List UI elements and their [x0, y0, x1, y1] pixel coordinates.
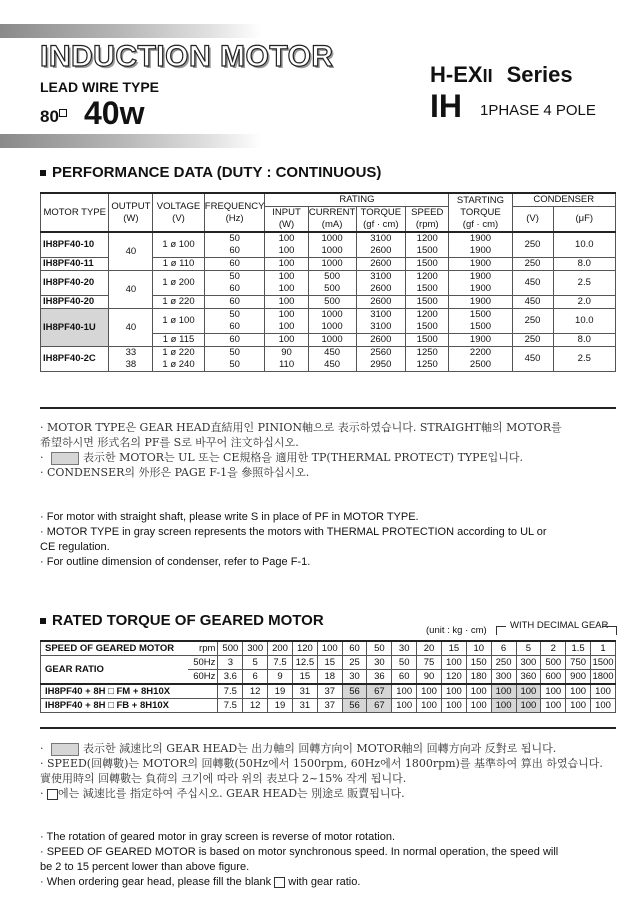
start-torque-cell: 1900 1900	[449, 271, 512, 296]
torque-cell: 2600	[356, 334, 406, 347]
page-title: INDUCTION MOTOR	[40, 40, 334, 73]
cond-uf-cell: 2.5	[553, 347, 615, 372]
torque-cell: 3100 2600	[356, 232, 406, 258]
torque-cell: 100	[417, 699, 442, 713]
torque-cell: 100	[392, 684, 417, 699]
input-cell: 100 100	[265, 232, 308, 258]
model-name: IH8PF40-10	[41, 232, 109, 258]
torque-cell: 100	[466, 684, 491, 699]
ratio-cell: 750	[566, 656, 591, 670]
geared-notes-kr	[40, 741, 603, 801]
performance-title-text: PERFORMANCE DATA (DUTY : CONTINUOUS)	[52, 164, 382, 181]
torque-cell: 100	[541, 684, 566, 699]
model-row-fm	[41, 684, 616, 699]
torque-cell: 3100 2600	[356, 271, 406, 296]
input-cell: 90 110	[265, 347, 308, 372]
torque-cell: 3100 3100	[356, 309, 406, 334]
freq-cell: 60	[204, 258, 265, 271]
col-input: INPUT (W)	[265, 207, 308, 233]
torque-cell: 37	[317, 684, 342, 699]
speed-cell: 200	[268, 641, 293, 656]
speed-cell: 15	[441, 641, 466, 656]
col-output: OUTPUT (W)	[109, 193, 153, 232]
ratio-row-50	[41, 656, 616, 670]
phase-pole: 1PHASE 4 POLE	[480, 102, 596, 119]
cond-v-cell: 250	[512, 334, 553, 347]
cond-v-cell: 450	[512, 271, 553, 296]
model-name: IH8PF40-11	[41, 258, 109, 271]
geared-notes-en	[40, 830, 620, 890]
voltage-cell: 1 ø 110	[153, 258, 205, 271]
torque-cell: 100	[417, 684, 442, 699]
unit-note: (unit : kg · cm)	[426, 625, 487, 636]
speed-cell: 60	[342, 641, 367, 656]
torque-cell: 19	[268, 684, 293, 699]
speed-cell: 1500	[406, 258, 449, 271]
ratio-cell: 300	[491, 670, 516, 685]
hz50-label: 50Hz	[188, 656, 218, 670]
freq-cell: 50 60	[204, 309, 265, 334]
note-en-line: · The rotation of geared motor in gray screen is reverse of motor rotation.	[40, 831, 396, 843]
freq-cell: 50 60	[204, 271, 265, 296]
model-prefix: IH	[430, 88, 462, 124]
speed-cell: 300	[243, 641, 268, 656]
speed-cell: 1500	[406, 334, 449, 347]
current-cell: 1000	[308, 334, 356, 347]
ratio-cell: 3.6	[218, 670, 243, 685]
torque-cell-reverse: 56	[342, 699, 367, 713]
table-bottom-rule	[40, 407, 616, 409]
ratio-cell: 15	[292, 670, 317, 685]
output-cell: 40	[109, 271, 153, 309]
series-roman: II	[482, 66, 493, 86]
speed-cell: 1200 1500	[406, 309, 449, 334]
geared-title-text: RATED TORQUE OF GEARED MOTOR	[52, 612, 324, 629]
voltage-cell: 1 ø 220 1 ø 240	[153, 347, 205, 372]
current-cell: 500	[308, 296, 356, 309]
ratio-cell: 500	[541, 656, 566, 670]
voltage-cell: 1 ø 220	[153, 296, 205, 309]
torque-cell: 100	[441, 684, 466, 699]
col-voltage: VOLTAGE (V)	[153, 193, 205, 232]
ratio-cell: 6	[243, 670, 268, 685]
geared-section-title	[40, 612, 324, 629]
voltage-cell: 1 ø 100	[153, 232, 205, 258]
table-row	[41, 271, 616, 296]
speed-cell: 1500	[406, 296, 449, 309]
start-torque-cell: 2200 2500	[449, 347, 512, 372]
header-gradient-band-top	[0, 24, 262, 38]
output-cell: 40	[109, 309, 153, 347]
freq-cell: 50 50	[204, 347, 265, 372]
table-row	[41, 232, 616, 258]
speed-cell: 30	[392, 641, 417, 656]
ratio-cell: 60	[392, 670, 417, 685]
note-kr-line: 實使用時의 回轉數는 負荷의 크기에 따라 위의 表보다 2~15% 작게 됩니다.	[40, 772, 407, 785]
input-cell: 100	[265, 296, 308, 309]
geared-torque-table	[40, 640, 616, 713]
cond-v-cell: 250	[512, 258, 553, 271]
square-bullet-icon	[40, 170, 46, 176]
header-gradient-band-bottom	[0, 134, 262, 148]
ratio-cell: 25	[342, 656, 367, 670]
ratio-cell: 250	[491, 656, 516, 670]
gray-swatch-icon	[51, 452, 79, 465]
header-row	[41, 193, 616, 207]
cond-v-cell: 450	[512, 347, 553, 372]
ratio-cell: 30	[342, 670, 367, 685]
torque-cell: 2600	[356, 258, 406, 271]
voltage-cell: 1 ø 100	[153, 309, 205, 334]
cond-uf-cell: 2.5	[553, 271, 615, 296]
current-cell: 1000 1000	[308, 309, 356, 334]
ratio-cell: 360	[516, 670, 541, 685]
gray-swatch-icon	[51, 743, 79, 756]
decimal-bracket-right	[602, 626, 617, 635]
model-fm-label: IH8PF40 + 8H □ FM + 8H10X	[41, 684, 218, 699]
start-torque-cell: 1900	[449, 334, 512, 347]
start-torque-cell: 1900 1900	[449, 232, 512, 258]
torque-cell-reverse: 100	[491, 684, 516, 699]
ratio-cell: 30	[367, 656, 392, 670]
ratio-cell: 100	[441, 656, 466, 670]
torque-cell: 12	[243, 699, 268, 713]
note-kr-line: · MOTOR TYPE은 GEAR HEAD直結用인 PINION軸으로 表示하였습니다. STRAIGHT軸의 MOTOR를	[40, 421, 562, 434]
blank-box-icon	[274, 877, 285, 888]
performance-table	[40, 192, 616, 372]
cond-v-cell: 250	[512, 232, 553, 258]
ratio-cell: 1500	[592, 657, 614, 668]
gear-ratio-label: GEAR RATIO	[41, 656, 188, 685]
cond-uf-cell: 8.0	[553, 258, 615, 271]
model-name: IH8PF40-20	[41, 271, 109, 296]
output-cell: 33 38	[109, 347, 153, 372]
current-cell: 1000	[308, 258, 356, 271]
torque-cell: 2600	[356, 296, 406, 309]
performance-notes-en	[40, 510, 620, 570]
ratio-cell: 15	[317, 656, 342, 670]
input-cell: 100	[265, 258, 308, 271]
torque-cell-reverse: 67	[367, 684, 392, 699]
note-kr-line: · SPEED(回轉數)는 MOTOR의 回轉數(50Hz에서 1500rpm, 60Hz에서 1800rpm)를 基準하여 算出 하였습니다.	[40, 757, 603, 770]
cond-uf-cell: 10.0	[553, 232, 615, 258]
torque-cell: 100	[392, 699, 417, 713]
note-en-line: · MOTOR TYPE in gray screen represents the motors with THERMAL PROTECTION according to UL or	[40, 526, 547, 538]
model-name: IH8PF40-2C	[41, 347, 109, 372]
hz60-label: 60Hz	[188, 670, 218, 685]
note-en-line: · For motor with straight shaft, please write S in place of PF in MOTOR TYPE.	[40, 511, 419, 523]
torque-cell: 100	[541, 699, 566, 713]
current-cell: 1000 1000	[308, 232, 356, 258]
col-frequency: FREQUENCY (Hz)	[204, 193, 265, 232]
speed-cell: 100	[317, 641, 342, 656]
speed-row	[41, 641, 616, 656]
speed-cell: 6	[491, 641, 516, 656]
speed-cell: 20	[417, 641, 442, 656]
performance-notes-kr	[40, 420, 562, 480]
ratio-cell: 300	[516, 656, 541, 670]
ratio-cell: 7.5	[268, 656, 293, 670]
torque-cell: 12	[243, 684, 268, 699]
start-torque-cell: 1900	[449, 258, 512, 271]
speed-cell: 1200 1500	[406, 271, 449, 296]
input-cell: 100	[265, 334, 308, 347]
torque-cell: 19	[268, 699, 293, 713]
freq-cell: 60	[204, 296, 265, 309]
speed-cell: 2	[541, 641, 566, 656]
series-name	[430, 62, 573, 88]
start-torque-cell: 1500 1500	[449, 309, 512, 334]
ratio-cell: 120	[441, 670, 466, 685]
note-en-line: · When ordering gear head, please fill the blank with gear ratio.	[40, 876, 361, 888]
torque-cell: 100	[466, 699, 491, 713]
torque-cell-reverse: 67	[367, 699, 392, 713]
cond-v-cell: 450	[512, 296, 553, 309]
ratio-cell: 18	[317, 670, 342, 685]
torque-cell: 100	[566, 699, 591, 713]
note-kr-line: · 表示한 MOTOR는 UL 또는 CE規格을 適用한 TP(THERMAL PROTECT) TYPE입니다.	[40, 451, 523, 464]
model-name-thermal: IH8PF40-1U	[41, 309, 109, 347]
ratio-cell: 180	[466, 670, 491, 685]
geared-table-bottom-rule	[40, 727, 616, 729]
speed-cell: 5	[516, 641, 541, 656]
decimal-gear-note: WITH DECIMAL GEAR	[506, 620, 612, 631]
torque-cell: 37	[317, 699, 342, 713]
ratio-cell: 90	[417, 670, 442, 685]
lead-wire-type: LEAD WIRE TYPE	[40, 79, 160, 95]
speed-cell: 50	[367, 641, 392, 656]
ratio-cell: 12.5	[292, 656, 317, 670]
note-kr-line: · 表示한 減速比의 GEAR HEAD는 出力軸의 回轉方向이 MOTOR軸의 回轉方向과 反對로 됩니다.	[40, 742, 557, 755]
freq-cell: 50 60	[204, 232, 265, 258]
current-cell: 450 450	[308, 347, 356, 372]
torque-cell: 100	[441, 699, 466, 713]
series-word: Series	[506, 62, 573, 87]
note-kr-line: 希望하시면 形式名의 PF를 S로 바꾸어 注文하십시오.	[40, 436, 299, 449]
ratio-cell: 5	[243, 656, 268, 670]
voltage-cell: 1 ø 200	[153, 271, 205, 296]
ratio-cell: 3	[218, 656, 243, 670]
note-kr-line: · CONDENSER의 外形은 PAGE F-1을 參照하십시오.	[40, 466, 310, 479]
cond-uf-cell: 8.0	[553, 334, 615, 347]
blank-box-icon	[47, 789, 58, 800]
cond-uf-cell: 10.0	[553, 309, 615, 334]
col-current: CURRENT (mA)	[308, 207, 356, 230]
frame-size	[40, 107, 67, 127]
output-cell: 40	[109, 232, 153, 271]
voltage-cell: 1 ø 115	[153, 334, 205, 347]
square-bullet-icon	[40, 618, 46, 624]
speed-cell: 1	[591, 641, 616, 656]
ratio-cell: 600	[541, 670, 566, 685]
model-fb-label: IH8PF40 + 8H □ FB + 8H10X	[41, 699, 218, 713]
square-icon	[59, 109, 67, 117]
ratio-cell: 50	[392, 656, 417, 670]
note-en-line: · For outline dimension of condenser, refer to Page F-1.	[40, 556, 311, 568]
col-condenser: CONDENSER	[512, 193, 615, 207]
start-torque-cell: 1900	[449, 296, 512, 309]
speed-cell: 1200 1500	[406, 232, 449, 258]
wattage: 40w	[84, 95, 145, 131]
speed-cell: 500	[218, 641, 243, 656]
speed-cell: 10	[466, 641, 491, 656]
ratio-cell: 1800	[592, 671, 614, 682]
performance-section-title	[40, 164, 381, 181]
torque-cell: 7.5	[218, 699, 243, 713]
ratio-cell: 36	[367, 670, 392, 685]
cond-v-cell: 250	[512, 309, 553, 334]
series-prefix: H-EX	[430, 62, 483, 87]
torque-cell: 2560 2950	[356, 347, 406, 372]
col-torque: TORQUE (gf · cm)	[356, 207, 406, 233]
input-cell: 100 100	[265, 271, 308, 296]
torque-cell: 31	[292, 684, 317, 699]
col-cond-v: (V)	[512, 207, 553, 233]
rpm-unit: rpm	[188, 641, 218, 656]
speed-label: SPEED OF GEARED MOTOR	[41, 641, 188, 656]
torque-cell-reverse: 100	[491, 699, 516, 713]
col-motor-type: MOTOR TYPE	[41, 193, 109, 232]
freq-cell: 60	[204, 334, 265, 347]
torque-cell-reverse: 100	[516, 684, 541, 699]
note-en-line: · SPEED OF GEARED MOTOR is based on motor synchronous speed. In normal operation, the speed will	[40, 846, 559, 858]
note-kr-line: · 에는 減速比를 指定하여 주십시오. GEAR HEAD는 別途로 販賣됩니다.	[40, 787, 405, 800]
table-row	[41, 309, 616, 334]
ratio-cell: 9	[268, 670, 293, 685]
torque-cell-reverse: 100	[516, 699, 541, 713]
ratio-cell: 150	[466, 656, 491, 670]
note-en-line: CE regulation.	[40, 541, 110, 553]
speed-cell: 120	[292, 641, 317, 656]
torque-cell: 7.5	[218, 684, 243, 699]
input-cell: 100 100	[265, 309, 308, 334]
cond-uf-cell: 2.0	[553, 296, 615, 309]
current-cell: 500 500	[308, 271, 356, 296]
table-row	[41, 347, 616, 372]
model-row-fb	[41, 699, 616, 713]
model-name: IH8PF40-20	[41, 296, 109, 309]
torque-cell: 100	[566, 684, 591, 699]
speed-cell: 1.5	[566, 641, 591, 656]
note-en-line: be 2 to 15 percent lower than above figure.	[40, 861, 250, 873]
speed-cell: 1250 1250	[406, 347, 449, 372]
col-starting-torque: STARTING TORQUE (gf · cm)	[449, 193, 512, 232]
ratio-cell: 900	[566, 670, 591, 685]
torque-cell-reverse: 56	[342, 684, 367, 699]
torque-cell: 100	[591, 684, 616, 699]
torque-cell: 100	[591, 699, 616, 713]
ratio-cell: 75	[417, 656, 442, 670]
col-rating: RATING	[265, 193, 449, 207]
col-speed: SPEED (rpm)	[406, 207, 449, 233]
frame-size-value: 80	[40, 107, 59, 126]
col-cond-uf: (μF)	[553, 207, 615, 233]
torque-cell: 31	[292, 699, 317, 713]
